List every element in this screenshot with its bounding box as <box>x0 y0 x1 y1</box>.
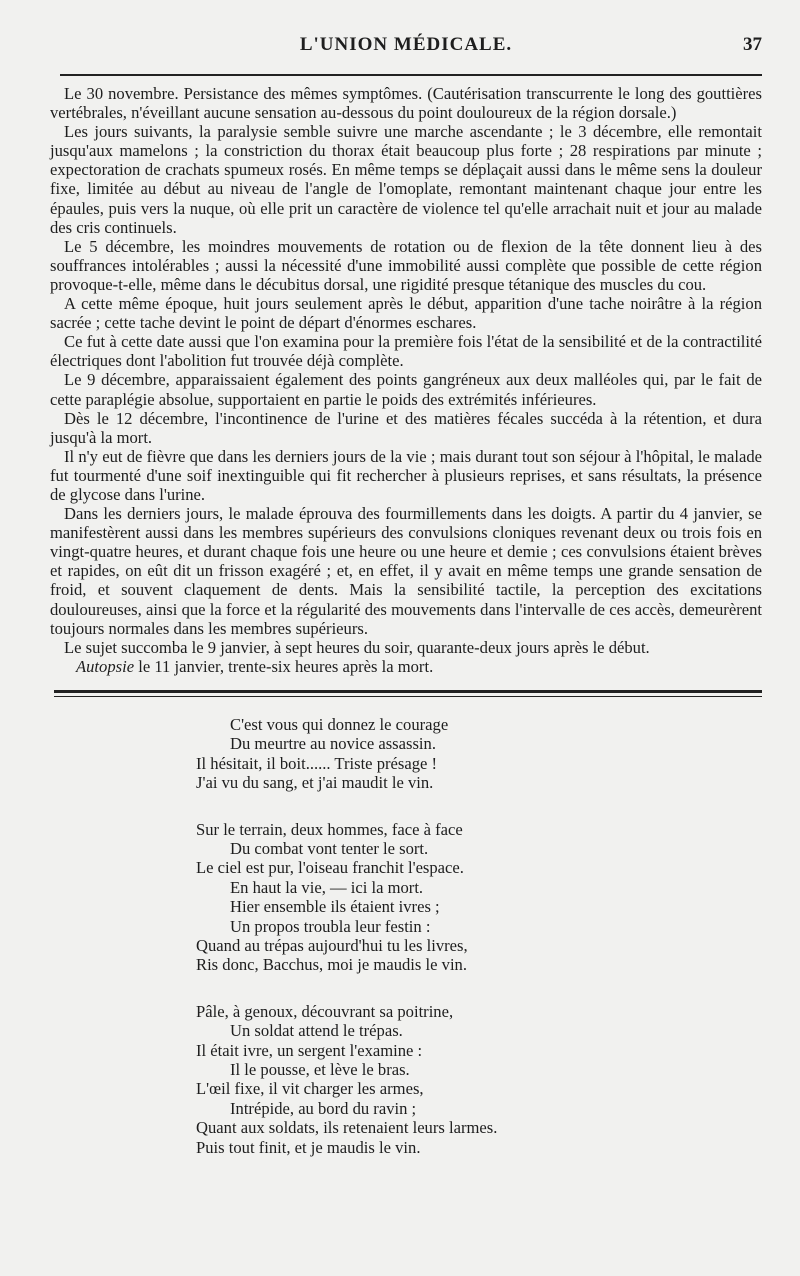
verse-line: Pâle, à genoux, découvrant sa poitrine, <box>196 1001 454 1021</box>
verse-line: Il était ivre, un sergent l'examine : <box>196 1040 423 1060</box>
verse-line: Puis tout finit, et je maudis le vin. <box>196 1137 421 1157</box>
verse-line: Sur le terrain, deux hommes, face à face <box>196 819 463 839</box>
paragraph: Dans les derniers jours, le malade éprouva des fourmillements dans les doigts. A partir du 4 janvier, se manifestèrent aussi dans les membres supérieurs des convulsions cloniques revenant deux ou trois fois en vingt-quatre heures, et durant chaque fois une heure ou une heure et demie ; ces convulsions étaient brèves et rapides, on eût dit un frisson exagéré ; et, en effet, il y avait en même temps une grande sensation de froid, et souvent claquement de dents. Mais la sensibilité tactile, la perception des excitations douloureuses, ainsi que la force et la régularité des mouvements dans l'intervalle de ces accès, demeurèrent toujours normales dans les membres supérieurs. <box>50 504 762 638</box>
stanza-3 <box>196 1002 762 1157</box>
paragraph: Dès le 12 décembre, l'incontinence de l'urine et des matières fécales succéda à la rétention, et dura jusqu'à la mort. <box>50 408 762 447</box>
verse-line: C'est vous qui donnez le courage <box>230 714 449 734</box>
paragraph: Le 30 novembre. Persistance des mêmes symptômes. (Cautérisation transcurrente le long des gouttières vertébrales, n'éveillant aucune sensation au-dessous du point douloureux de la région dorsale.) <box>50 84 762 123</box>
verse-line: Quant aux soldats, ils retenaient leurs larmes. <box>196 1118 498 1138</box>
paragraph: A cette même époque, huit jours seulement après le début, apparition d'une tache noirâtre à la région sacrée ; cette tache devint le point de départ d'énormes eschares. <box>50 294 762 333</box>
page-number: 37 <box>743 34 762 55</box>
verse-line: Du combat vont tenter le sort. <box>230 838 429 858</box>
verse-line: Du meurtre au novice assassin. <box>230 734 436 754</box>
verse-line: Quand au trépas aujourd'hui tu les livres, <box>196 935 468 955</box>
autopsy-label: Autopsie <box>76 656 135 676</box>
stanza-2 <box>196 820 762 975</box>
autopsy-paragraph <box>50 657 762 676</box>
case-report <box>50 84 762 676</box>
journal-title: L'UNION MÉDICALE. <box>299 34 513 55</box>
paragraph: Le sujet succomba le 9 janvier, à sept heures du soir, quarante-deux jours après le début. <box>64 637 650 657</box>
verse-line: Ris donc, Bacchus, moi je maudis le vin. <box>196 955 467 975</box>
verse-line: Hier ensemble ils étaient ivres ; <box>230 897 440 917</box>
verse-line: Il le pousse, et lève le bras. <box>230 1060 410 1079</box>
verse-line: Le ciel est pur, l'oiseau franchit l'espace. <box>196 858 464 878</box>
verse-line: En haut la vie, — ici la mort. <box>230 877 424 897</box>
stanza-1 <box>196 715 762 793</box>
verse-line: Il hésitait, il boit...... Triste présage ! <box>196 753 438 773</box>
running-header <box>50 30 762 64</box>
autopsy-text: le 11 janvier, trente-six heures après la mort. <box>134 656 434 676</box>
paragraph: Le 5 décembre, les moindres mouvements de rotation ou de flexion de la tête donnent lieu à des souffrances intolérables ; aussi la nécessité d'une immobilité aussi complète que possible de cette région provoque-t-elle, même dans le décubitus dorsal, une rigidité presque tétanique des muscles du cou. <box>50 236 762 294</box>
header-rule <box>60 74 762 76</box>
section-divider <box>54 690 762 697</box>
paragraph: Le 9 décembre, apparaissaient également des points gangréneux aux deux malléoles qui, par le fait de cette paraplégie absolue, supportaient en partie le poids des extrémités inférieures. <box>50 370 762 409</box>
paragraph: Il n'y eut de fièvre que dans les derniers jours de la vie ; mais durant tout son séjour à l'hôpital, le malade fut tourmenté d'une soif inextinguible qui fit rechercher à plusieurs reprises, et sans résultats, la présence de glycose dans l'urine. <box>50 446 762 504</box>
verse-line: Un propos troubla leur festin : <box>230 916 431 936</box>
verse-line: J'ai vu du sang, et j'ai maudit le vin. <box>196 773 434 793</box>
verse-line: L'œil fixe, il vit charger les armes, <box>196 1079 424 1099</box>
verse-line: Intrépide, au bord du ravin ; <box>230 1098 417 1118</box>
paragraph: Ce fut à cette date aussi que l'on examina pour la première fois l'état de la sensibilité et de la contractilité électriques dont l'abolition fut trouvée déjà complète. <box>50 332 762 371</box>
paragraph: Les jours suivants, la paralysie semble suivre une marche ascendante ; le 3 décembre, elle remontait jusqu'aux mamelons ; la constriction du thorax était beaucoup plus forte ; 28 respirations par minute ; expectoration de crachats spumeux rosés. En même temps se déplaçait aussi dans le même sens la douleur fixe, limitée au début au niveau de l'angle de l'omoplate, remontant maintenant chaque jour entre les épaules, puis vers la nuque, où elle prit un caractère de violence tel qu'elle arrachait nuit et jour au malade des cris continuels. <box>50 122 762 237</box>
verse-line: Un soldat attend le trépas. <box>230 1021 403 1041</box>
poem <box>50 715 762 1157</box>
